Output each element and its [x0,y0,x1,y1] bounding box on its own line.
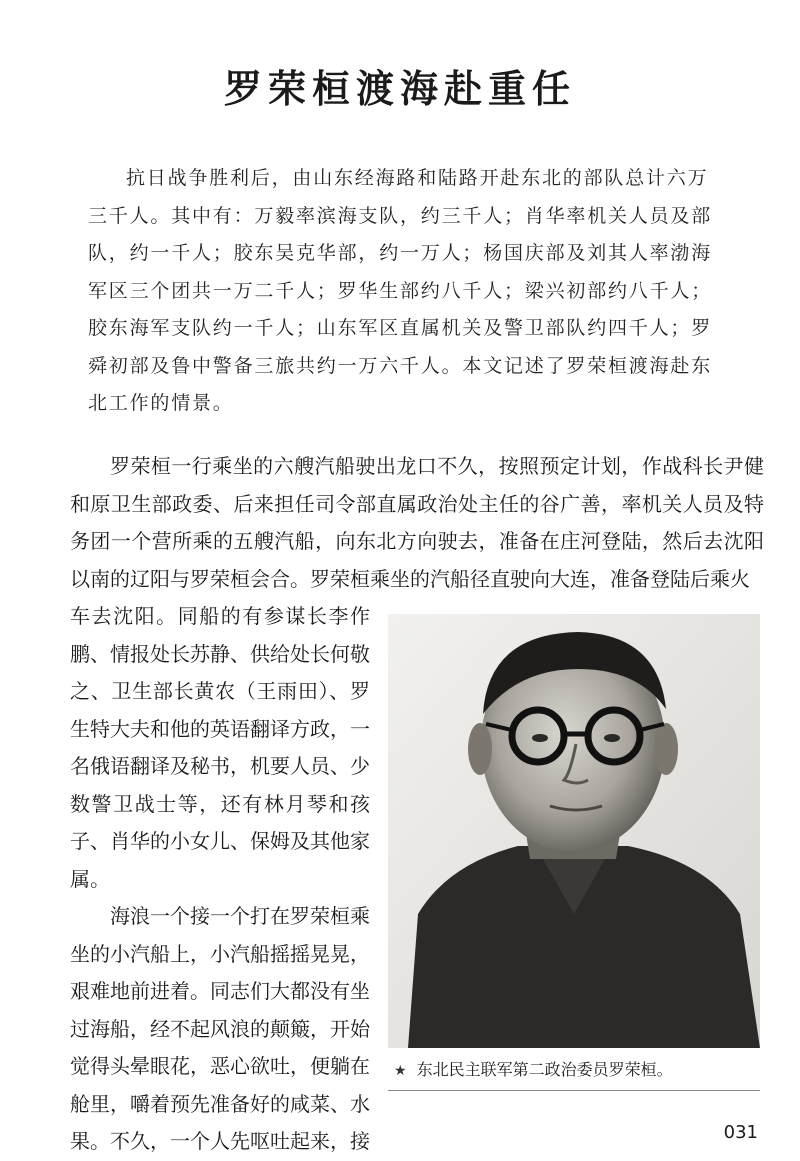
article-abstract: 抗日战争胜利后，由山东经海路和陆路开赴东北的部队总计六万三千人。其中有：万毅率滨海支队，约三千人；肖华率机关人员及部队，约一千人；胶东吴克华部，约一万人；杨国庆部及刘其人率渤海军区三个团共一万二千人；罗华生部约八千人；梁兴初部约八千人；胶东海军支队约一千人；山东军区直属机关及警卫部队约四千人；罗舜初部及鲁中警备三旅共约一万六千人。本文记述了罗荣桓渡海赴东北工作的情景。 [88,167,713,414]
body-text-column [70,598,370,1161]
photo-caption [394,1056,764,1084]
body-paragraph-2: 海浪一个接一个打在罗荣桓乘坐的小汽船上，小汽船摇摇晃晃，艰难地前进着。同志们大都没有坐过海船，经不起风浪的颠簸，开始觉得头晕眼花，恶心欲吐，便躺在舱里，嚼着预先准备好的咸菜、水果。不久，一个人先呕吐起来，接 [70,904,370,1153]
photo-caption-text: 东北民主联军第二政治委员罗荣桓。 [416,1060,673,1079]
portrait-photo [388,614,760,1048]
caption-divider [388,1090,760,1091]
star-icon: ★ [394,1063,407,1079]
body-paragraph-1: 罗荣桓一行乘坐的六艘汽船驶出龙口不久，按照预定计划，作战科长尹健和原卫生部政委、后来担任司令部直属政治处主任的谷广善，率机关人员及特务团一个营所乘的五艘汽船，向东北方向驶去，准备在庄河登陆，然后去沈阳以南的辽阳与罗荣桓会合。罗荣桓乘坐的汽船径直驶向大连，准备登陆后乘火 [70,454,764,591]
body-paragraph-1-continued: 车去沈阳。同船的有参谋长李作鹏、情报处长苏静、供给处长何敬之、卫生部长黄农（王雨田）、罗生特大夫和他的英语翻译方政，一名俄语翻译及秘书，机要人员、少数警卫战士等，还有林月琴和孩子、肖华的小女儿、保姆及其他家属。 [70,604,370,891]
article-title: 罗荣桓渡海赴重任 [223,67,576,111]
page-number: 031 [723,1122,758,1143]
